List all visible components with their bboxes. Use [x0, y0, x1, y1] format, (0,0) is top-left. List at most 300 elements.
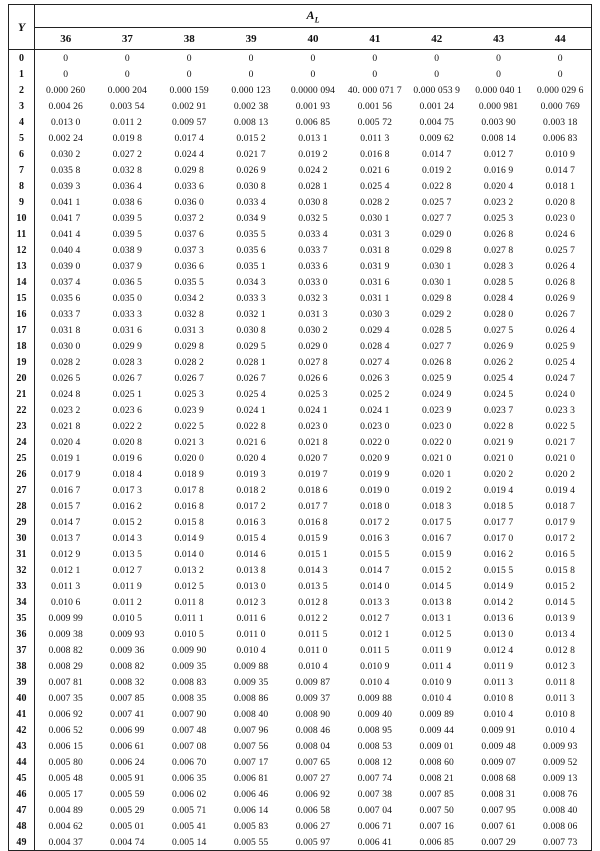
table-cell: 0.041 7 — [50, 212, 81, 224]
row-label-y: 40 — [9, 690, 35, 706]
row-label-y: 36 — [9, 626, 35, 642]
table-cell: 0.019 2 — [421, 484, 452, 496]
table-cell: 0.018 6 — [298, 484, 328, 496]
row-label-y: 23 — [9, 418, 35, 434]
table-row — [9, 674, 592, 690]
row-label-y: 0 — [9, 50, 35, 67]
table-cell: 0.014 7 — [545, 164, 575, 176]
table-cell: 0.001 93 — [295, 100, 331, 112]
table-cell: 0.026 9 — [236, 164, 266, 176]
table-cell: 0.029 8 — [421, 244, 452, 256]
table-cell: 0.010 4 — [360, 676, 390, 688]
table-row — [9, 690, 592, 706]
table-cell: 0.023 0 — [360, 420, 390, 432]
table-cell: 0.019 4 — [545, 484, 575, 496]
table-cell: 0.039 5 — [112, 228, 143, 240]
table-cell: 0.024 1 — [298, 404, 328, 416]
table-cell: 0.007 27 — [295, 772, 331, 784]
table-cell: 0.013 2 — [174, 564, 204, 576]
table-cell: 0.008 83 — [171, 676, 207, 688]
table-cell: 0.032 1 — [236, 308, 266, 320]
table-cell: 0.006 15 — [48, 740, 83, 752]
table-cell: 0.000 040 1 — [475, 84, 522, 96]
table-cell: 0.019 7 — [298, 468, 328, 480]
table-cell: 0.038 9 — [112, 244, 143, 256]
table-cell: 0.010 9 — [360, 660, 390, 672]
table-cell: 0.018 9 — [174, 468, 204, 480]
table-cell: 0.025 4 — [236, 388, 266, 400]
table-row — [9, 530, 592, 546]
table-cell: 0 — [63, 52, 69, 64]
table-row — [9, 418, 592, 434]
row-label-y: 44 — [9, 754, 35, 770]
table-cell: 0.015 9 — [298, 532, 328, 544]
table-cell: 0.022 8 — [421, 180, 452, 192]
table-cell: 0.025 3 — [298, 388, 328, 400]
table-cell: 0.023 0 — [545, 212, 575, 224]
table-cell: 0.005 83 — [233, 820, 269, 832]
table-cell: 0.005 59 — [110, 788, 145, 800]
table-cell: 0.012 3 — [545, 660, 575, 672]
column-header-42: 42 — [406, 28, 468, 50]
table-cell: 0.028 0 — [483, 308, 514, 320]
table-cell: 0.033 6 — [298, 260, 328, 272]
table-cell: 0.017 2 — [236, 500, 266, 512]
row-label-y: 9 — [9, 194, 35, 210]
table-cell: 0.017 2 — [360, 516, 390, 528]
table-cell: 0.023 2 — [50, 404, 81, 416]
table-cell: 0.036 5 — [112, 276, 143, 288]
table-cell: 0.014 0 — [360, 580, 390, 592]
table-row — [9, 226, 592, 242]
table-cell: 0.009 62 — [419, 132, 454, 144]
table-cell: 0.000 981 — [478, 100, 519, 112]
table-cell: 0.009 87 — [295, 676, 331, 688]
table-cell: 0.018 5 — [483, 500, 514, 512]
row-label-y: 24 — [9, 434, 35, 450]
row-label-y: 46 — [9, 786, 35, 802]
table-cell: 0.006 24 — [110, 756, 145, 768]
table-cell: 0.028 3 — [112, 356, 143, 368]
table-cell: 0 — [496, 52, 502, 64]
table-cell: 0.009 35 — [171, 660, 207, 672]
row-label-y: 28 — [9, 498, 35, 514]
table-cell: 0.007 56 — [233, 740, 269, 752]
table-cell: 0.014 3 — [298, 564, 328, 576]
table-cell: 0.041 4 — [50, 228, 81, 240]
table-cell: 0.035 5 — [236, 228, 266, 240]
table-cell: 0.005 91 — [110, 772, 145, 784]
table-cell: 0.011 3 — [51, 580, 81, 592]
table-cell: 0.007 38 — [357, 788, 392, 800]
table-cell: 0.009 35 — [233, 676, 269, 688]
table-cell: 0.021 3 — [174, 436, 204, 448]
table-cell: 0.006 83 — [543, 132, 578, 144]
table-cell: 0.017 7 — [483, 516, 514, 528]
table-cell: 0.029 2 — [421, 308, 452, 320]
table-row — [9, 50, 592, 67]
table-row — [9, 594, 592, 610]
table-row — [9, 626, 592, 642]
table-row — [9, 402, 592, 418]
table-cell: 0 — [310, 52, 316, 64]
table-cell: 0 — [496, 68, 502, 80]
row-label-y: 30 — [9, 530, 35, 546]
table-cell: 0.004 26 — [48, 100, 83, 112]
table-cell: 0.033 4 — [298, 228, 328, 240]
table-row — [9, 834, 592, 851]
table-cell: 0.013 1 — [421, 612, 452, 624]
table-cell: 0.026 9 — [545, 292, 575, 304]
table-cell: 0.024 8 — [50, 388, 81, 400]
table-cell: 0.024 4 — [174, 148, 204, 160]
group-header-symbol: A — [306, 7, 315, 22]
table-cell: 0.009 13 — [543, 772, 578, 784]
table-cell: 0.033 3 — [112, 308, 143, 320]
table-cell: 0.004 37 — [48, 836, 83, 848]
table-header — [9, 5, 592, 50]
table-cell: 0.026 9 — [483, 340, 514, 352]
table-cell: 0.026 4 — [545, 260, 575, 272]
table-cell: 0.017 7 — [298, 500, 328, 512]
table-cell: 0.015 5 — [483, 564, 514, 576]
table-cell: 0.014 5 — [545, 596, 575, 608]
row-label-y: 21 — [9, 386, 35, 402]
row-label-y: 48 — [9, 818, 35, 834]
table-cell: 0.038 6 — [112, 196, 143, 208]
table-cell: 0.015 4 — [236, 532, 266, 544]
table-cell: 0.021 0 — [483, 452, 514, 464]
table-cell: 0.011 9 — [422, 644, 452, 656]
table-cell: 0.027 7 — [421, 340, 452, 352]
table-cell: 0.016 3 — [360, 532, 390, 544]
table-cell: 0.013 4 — [545, 628, 575, 640]
table-cell: 0.007 74 — [357, 772, 392, 784]
table-row — [9, 322, 592, 338]
row-label-y: 29 — [9, 514, 35, 530]
table-cell: 0.015 2 — [421, 564, 452, 576]
table-cell: 0.006 52 — [48, 724, 83, 736]
table-cell: 0.007 85 — [110, 692, 145, 704]
table-cell: 0.013 0 — [483, 628, 514, 640]
table-cell: 0.030 1 — [421, 260, 452, 272]
table-cell: 0.008 32 — [110, 676, 145, 688]
table-row — [9, 754, 592, 770]
table-cell: 0.032 8 — [112, 164, 143, 176]
table-cell: 0.021 9 — [483, 436, 514, 448]
table-row — [9, 722, 592, 738]
row-label-y: 19 — [9, 354, 35, 370]
table-cell: 0.016 8 — [174, 500, 204, 512]
row-label-y: 41 — [9, 706, 35, 722]
table-cell: 0.019 6 — [112, 452, 143, 464]
table-cell: 0.016 7 — [421, 532, 452, 544]
table-cell: 0.023 7 — [483, 404, 514, 416]
table-cell: 0.031 6 — [360, 276, 390, 288]
table-cell: 0.020 1 — [421, 468, 452, 480]
table-cell: 0.037 4 — [50, 276, 81, 288]
table-cell: 0.007 29 — [481, 836, 516, 848]
table-cell: 0.018 2 — [236, 484, 266, 496]
table-cell: 0.029 0 — [298, 340, 328, 352]
table-cell: 0.030 1 — [421, 276, 452, 288]
column-header-44: 44 — [530, 28, 592, 50]
table-cell: 0.039 0 — [50, 260, 81, 272]
table-cell: 0.016 5 — [545, 548, 575, 560]
table-cell: 0.006 92 — [48, 708, 83, 720]
table-cell: 0.015 2 — [545, 580, 575, 592]
table-cell: 0.009 36 — [110, 644, 145, 656]
table-cell: 0.005 97 — [295, 836, 331, 848]
column-header-41: 41 — [344, 28, 406, 50]
table-cell: 0.031 1 — [360, 292, 390, 304]
row-label-y: 5 — [9, 130, 35, 146]
row-label-y: 10 — [9, 210, 35, 226]
table-cell: 0.025 3 — [483, 212, 514, 224]
table-cell: 0.037 6 — [174, 228, 204, 240]
table-cell: 0.010 8 — [545, 708, 575, 720]
table-cell: 0.008 21 — [419, 772, 454, 784]
table-cell: 0.019 8 — [112, 132, 143, 144]
table-cell: 0.011 8 — [174, 596, 204, 608]
table-cell: 0.009 37 — [295, 692, 331, 704]
table-cell: 0.007 48 — [171, 724, 207, 736]
table-cell: 0.026 8 — [421, 356, 452, 368]
table-cell: 0.024 9 — [421, 388, 452, 400]
table-row — [9, 562, 592, 578]
table-cell: 0.011 5 — [360, 644, 390, 656]
table-cell: 0.020 2 — [545, 468, 575, 480]
table-row — [9, 434, 592, 450]
table-cell: 0.021 7 — [236, 148, 266, 160]
table-row — [9, 306, 592, 322]
table-row — [9, 210, 592, 226]
column-header-36: 36 — [35, 28, 97, 50]
table-cell: 0.005 72 — [357, 116, 392, 128]
table-cell: 0.008 12 — [357, 756, 392, 768]
table-cell: 0.035 8 — [50, 164, 81, 176]
table-cell: 0.025 4 — [545, 356, 575, 368]
table-cell: 0.033 0 — [298, 276, 328, 288]
table-cell: 0.009 40 — [357, 708, 392, 720]
table-cell: 0.030 2 — [298, 324, 328, 336]
table-cell: 0.022 0 — [360, 436, 390, 448]
table-cell: 0.017 8 — [174, 484, 204, 496]
table-cell: 0.013 3 — [360, 596, 390, 608]
table-cell: 0.021 6 — [236, 436, 266, 448]
table-cell: 40. 000 071 7 — [347, 84, 402, 96]
table-cell: 0.011 8 — [545, 676, 575, 688]
row-label-y: 4 — [9, 114, 35, 130]
table-cell: 0.018 7 — [545, 500, 575, 512]
row-label-y: 22 — [9, 402, 35, 418]
table-cell: 0.025 3 — [174, 388, 204, 400]
table-cell: 0.021 6 — [360, 164, 390, 176]
row-label-y: 43 — [9, 738, 35, 754]
table-cell: 0.033 6 — [174, 180, 204, 192]
row-label-y: 25 — [9, 450, 35, 466]
table-cell: 0.017 9 — [545, 516, 575, 528]
table-cell: 0.028 3 — [483, 260, 514, 272]
table-cell: 0.016 8 — [298, 516, 328, 528]
table-cell: 0.013 8 — [236, 564, 266, 576]
table-cell: 0.013 6 — [483, 612, 514, 624]
table-cell: 0 — [434, 68, 440, 80]
table-cell: 0.008 82 — [110, 660, 145, 672]
table-cell: 0.008 06 — [543, 820, 578, 832]
table-cell: 0.000 123 — [231, 84, 271, 96]
table-cell: 0.018 1 — [545, 180, 575, 192]
table-cell: 0.006 85 — [419, 836, 454, 848]
table-cell: 0 — [372, 52, 378, 64]
table-cell: 0.020 4 — [236, 452, 266, 464]
table-cell: 0.004 75 — [419, 116, 454, 128]
table-cell: 0.020 8 — [545, 196, 575, 208]
table-cell: 0.035 0 — [112, 292, 143, 304]
table-cell: 0.035 1 — [236, 260, 266, 272]
table-cell: 0.011 9 — [484, 660, 514, 672]
table-cell: 0.008 13 — [233, 116, 269, 128]
table-cell: 0.006 92 — [295, 788, 331, 800]
table-cell: 0.020 0 — [174, 452, 204, 464]
table-cell: 0.011 2 — [112, 596, 142, 608]
table-cell: 0.013 0 — [236, 580, 266, 592]
table-cell: 0.021 0 — [421, 452, 452, 464]
data-table-page — [8, 4, 592, 848]
table-cell: 0.008 04 — [295, 740, 331, 752]
table-cell: 0.035 5 — [174, 276, 204, 288]
table-cell: 0.037 9 — [112, 260, 143, 272]
table-cell: 0.015 2 — [112, 516, 143, 528]
table-row — [9, 706, 592, 722]
table-cell: 0.015 8 — [174, 516, 204, 528]
table-cell: 0.027 4 — [360, 356, 390, 368]
table-cell: 0.028 5 — [421, 324, 452, 336]
table-cell: 0.000 204 — [107, 84, 147, 96]
table-cell: 0.026 2 — [483, 356, 514, 368]
row-label-y: 6 — [9, 146, 35, 162]
table-row — [9, 802, 592, 818]
row-label-y: 37 — [9, 642, 35, 658]
table-cell: 0.028 2 — [50, 356, 81, 368]
table-cell: 0 — [434, 52, 440, 64]
table-cell: 0.011 2 — [112, 116, 142, 128]
table-cell: 0.025 1 — [112, 388, 143, 400]
table-cell: 0.011 3 — [545, 692, 575, 704]
table-cell: 0.041 1 — [50, 196, 81, 208]
table-cell: 0.007 17 — [233, 756, 269, 768]
table-cell: 0.022 8 — [236, 420, 266, 432]
table-cell: 0.010 5 — [112, 612, 143, 624]
table-cell: 0.031 8 — [360, 244, 390, 256]
table-cell: 0.003 18 — [543, 116, 578, 128]
table-cell: 0.021 7 — [545, 436, 575, 448]
table-row — [9, 738, 592, 754]
table-cell: 0.017 5 — [421, 516, 452, 528]
table-cell: 0.014 7 — [50, 516, 81, 528]
row-header-y: Y — [9, 5, 35, 50]
table-cell: 0.029 0 — [421, 228, 452, 240]
table-cell: 0.009 01 — [419, 740, 454, 752]
table-row — [9, 514, 592, 530]
table-row — [9, 658, 592, 674]
table-cell: 0.001 24 — [419, 100, 454, 112]
table-cell: 0.036 6 — [174, 260, 204, 272]
table-cell: 0.006 46 — [233, 788, 269, 800]
table-cell: 0.026 5 — [50, 372, 81, 384]
table-cell: 0.009 90 — [171, 644, 207, 656]
table-cell: 0.015 5 — [360, 548, 390, 560]
table-cell: 0.033 7 — [298, 244, 328, 256]
table-cell: 0.033 3 — [236, 292, 266, 304]
table-cell: 0.026 7 — [236, 372, 266, 384]
table-cell: 0.006 58 — [295, 804, 331, 816]
table-cell: 0.028 4 — [360, 340, 390, 352]
table-cell: 0.028 5 — [483, 276, 514, 288]
row-label-y: 45 — [9, 770, 35, 786]
table-cell: 0.030 3 — [360, 308, 390, 320]
column-header-38: 38 — [158, 28, 220, 50]
table-cell: 0.016 7 — [50, 484, 81, 496]
table-cell: 0.0000 094 — [290, 84, 336, 96]
table-cell: 0.001 56 — [357, 100, 392, 112]
table-row — [9, 770, 592, 786]
table-cell: 0.017 9 — [50, 468, 81, 480]
table-cell: 0.008 82 — [48, 644, 83, 656]
table-cell: 0.008 35 — [171, 692, 207, 704]
table-row — [9, 482, 592, 498]
table-cell: 0.005 17 — [48, 788, 83, 800]
table-cell: 0.027 8 — [483, 244, 514, 256]
table-cell: 0.007 35 — [48, 692, 83, 704]
table-cell: 0.020 9 — [360, 452, 390, 464]
table-row — [9, 130, 592, 146]
table-cell: 0.030 1 — [360, 212, 390, 224]
table-cell: 0.008 76 — [543, 788, 578, 800]
table-cell: 0.029 8 — [174, 340, 204, 352]
table-row — [9, 114, 592, 130]
table-cell: 0.019 3 — [236, 468, 266, 480]
table-cell: 0.008 46 — [295, 724, 331, 736]
table-cell: 0 — [124, 68, 130, 80]
row-label-y: 3 — [9, 98, 35, 114]
distribution-table — [8, 4, 592, 851]
table-cell: 0.006 71 — [357, 820, 392, 832]
table-cell: 0.012 7 — [360, 612, 390, 624]
table-cell: 0.034 3 — [236, 276, 266, 288]
table-cell: 0.008 60 — [419, 756, 454, 768]
table-cell: 0.014 9 — [483, 580, 514, 592]
table-cell: 0.010 4 — [298, 660, 328, 672]
table-cell: 0.005 48 — [48, 772, 83, 784]
table-cell: 0.040 4 — [50, 244, 81, 256]
table-cell: 0.008 68 — [481, 772, 516, 784]
table-cell: 0.027 5 — [483, 324, 514, 336]
table-cell: 0.015 9 — [421, 548, 452, 560]
table-cell: 0.022 2 — [112, 420, 143, 432]
table-cell: 0.011 6 — [236, 612, 266, 624]
table-cell: 0.019 2 — [421, 164, 452, 176]
row-label-y: 38 — [9, 658, 35, 674]
table-cell: 0.008 29 — [48, 660, 83, 672]
table-cell: 0.009 88 — [233, 660, 269, 672]
table-cell: 0.008 14 — [481, 132, 516, 144]
table-cell: 0.006 81 — [233, 772, 269, 784]
table-cell: 0.014 7 — [421, 148, 452, 160]
table-cell: 0.010 6 — [50, 596, 81, 608]
table-cell: 0.022 5 — [545, 420, 575, 432]
table-cell: 0.033 7 — [50, 308, 81, 320]
